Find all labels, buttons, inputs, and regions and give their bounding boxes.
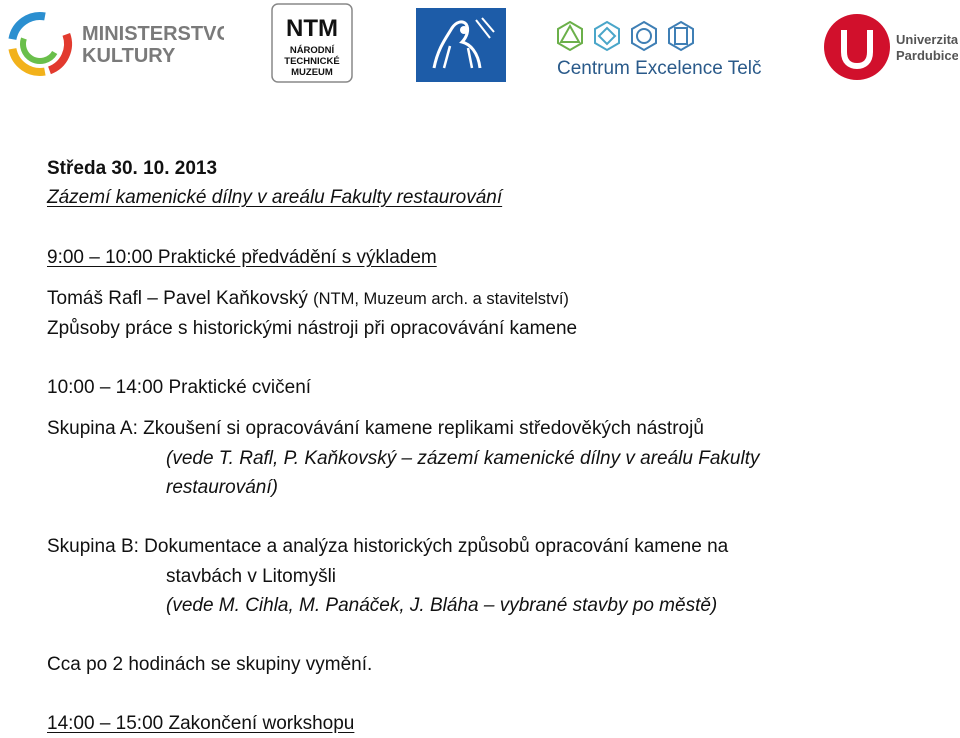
upce-line1: Univerzita	[896, 32, 958, 47]
mk-line2: KULTURY	[82, 45, 176, 67]
univerzita-pardubice-logo	[822, 12, 958, 82]
ntm-logo	[271, 3, 353, 83]
ntm-line1: NÁRODNÍ	[289, 45, 335, 56]
block1-speakers: Tomáš Rafl – Pavel Kaňkovský	[47, 288, 308, 309]
centrum-excelence-telc-logo	[555, 16, 795, 80]
block1-affiliation: (NTM, Muzeum arch. a stavitelství)	[313, 290, 569, 308]
group-b-title: Skupina B: Dokumentace a analýza historických způsobů opracování kamene na	[47, 536, 729, 557]
group-a-lead-line2: restaurování)	[166, 477, 278, 498]
group-b-title-line2: stavbách v Litomyšli	[166, 566, 337, 587]
cvut-logo	[416, 8, 506, 82]
mk-emblem-icon	[4, 8, 224, 80]
ministerstvo-kultury-logo	[4, 8, 224, 80]
group-a-title: Skupina A: Zkoušení si opracovávání kamene replikami středověkých nástrojů	[47, 418, 704, 439]
logo-strip	[0, 0, 960, 95]
program-venue: Zázemí kamenické dílny v areálu Fakulty restaurování	[47, 187, 503, 208]
ntm-line2: TECHNICKÉ	[284, 56, 340, 67]
cet-title: Centrum Excelence Telč	[557, 58, 762, 79]
block1-topic: Způsoby práce s historickými nástroji při opracovávání kamene	[47, 318, 578, 339]
cvut-emblem-icon	[416, 8, 506, 82]
cet-hexagon-icons	[558, 22, 693, 50]
ntm-letters: NTM	[286, 15, 338, 42]
group-a-lead-line1: (vede T. Rafl, P. Kaňkovský – zázemí kamenické dílny v areálu Fakulty	[166, 448, 760, 469]
block1-time-title: 9:00 – 10:00 Praktické předvádění s výkladem	[47, 247, 437, 268]
upce-line2: Pardubice	[896, 48, 958, 63]
upce-emblem-icon	[824, 14, 890, 80]
group-b-lead: (vede M. Cihla, M. Panáček, J. Bláha – vybrané stavby po městě)	[166, 595, 718, 616]
block3-time-title: 14:00 – 15:00 Zakončení workshopu	[47, 713, 355, 734]
block1-speakers-line	[47, 288, 569, 310]
block2-time-title: 10:00 – 14:00 Praktické cvičení	[47, 377, 312, 398]
ntm-line3: MUZEUM	[291, 67, 333, 78]
swap-note: Cca po 2 hodinách se skupiny vymění.	[47, 654, 373, 675]
mk-line1: MINISTERSTVO	[82, 23, 224, 45]
program-date: Středa 30. 10. 2013	[47, 158, 218, 179]
